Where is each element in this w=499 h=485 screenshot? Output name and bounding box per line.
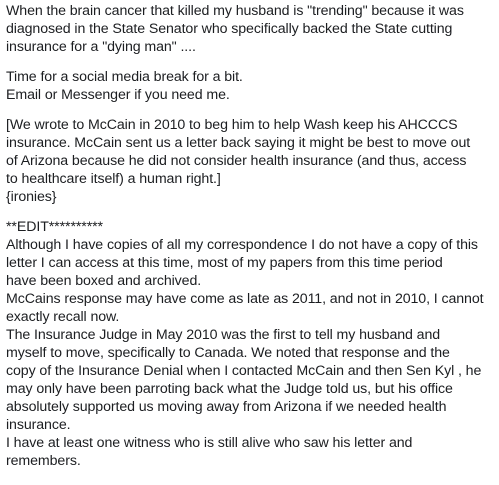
text-line: may only have been parroting back what the Judge told us, but his office xyxy=(6,381,453,397)
text-line: insurance for a "dying man" .... xyxy=(6,39,196,55)
text-line: insurance. xyxy=(6,417,71,433)
text-line: diagnosed in the State Senator who specifically backed the State cutting xyxy=(6,21,453,37)
text-line: have been boxed and archived. xyxy=(6,273,202,289)
text-line: Time for a social media break for a bit. xyxy=(6,69,243,85)
text-line: McCains response may have come as late as 2011, and not in 2010, I cannot xyxy=(6,291,484,307)
text-line: insurance. McCain sent us a letter back saying it might be best to move out xyxy=(6,135,471,151)
paragraph-spacer xyxy=(6,56,496,68)
text-line: remembers. xyxy=(6,453,81,469)
post-body xyxy=(6,2,496,470)
text-line: **EDIT********** xyxy=(6,219,103,235)
text-line: letter I can access at this time, most of my papers from this time period xyxy=(6,255,443,271)
text-line: absolutely supported us moving away from Arizona if we needed health xyxy=(6,399,447,415)
paragraph-edit xyxy=(6,218,496,470)
text-line: of Arizona because he did not consider health insurance (and thus, access xyxy=(6,153,467,169)
text-line: myself to move, specifically to Canada. We noted that response and the xyxy=(6,345,450,361)
paragraph-spacer xyxy=(6,104,496,116)
paragraph-trending xyxy=(6,2,496,56)
text-line: The Insurance Judge in May 2010 was the first to tell my husband and xyxy=(6,327,441,343)
text-line: I have at least one witness who is still alive who saw his letter and xyxy=(6,435,413,451)
paragraph-spacer xyxy=(6,206,496,218)
text-line: When the brain cancer that killed my husband is "trending" because it was xyxy=(6,3,464,19)
text-line: Although I have copies of all my correspondence I do not have a copy of this xyxy=(6,237,478,253)
text-line: [We wrote to McCain in 2010 to beg him to help Wash keep his AHCCCS xyxy=(6,117,458,133)
text-line: to healthcare itself) a human right.] xyxy=(6,171,221,187)
text-line: {ironies} xyxy=(6,189,57,205)
text-line: Email or Messenger if you need me. xyxy=(6,87,230,103)
text-line: copy of the Insurance Denial when I contacted McCain and then Sen Kyl , he xyxy=(6,363,482,379)
paragraph-mccain-letter xyxy=(6,116,496,206)
paragraph-social-break xyxy=(6,68,496,104)
text-line: exactly recall now. xyxy=(6,309,120,325)
